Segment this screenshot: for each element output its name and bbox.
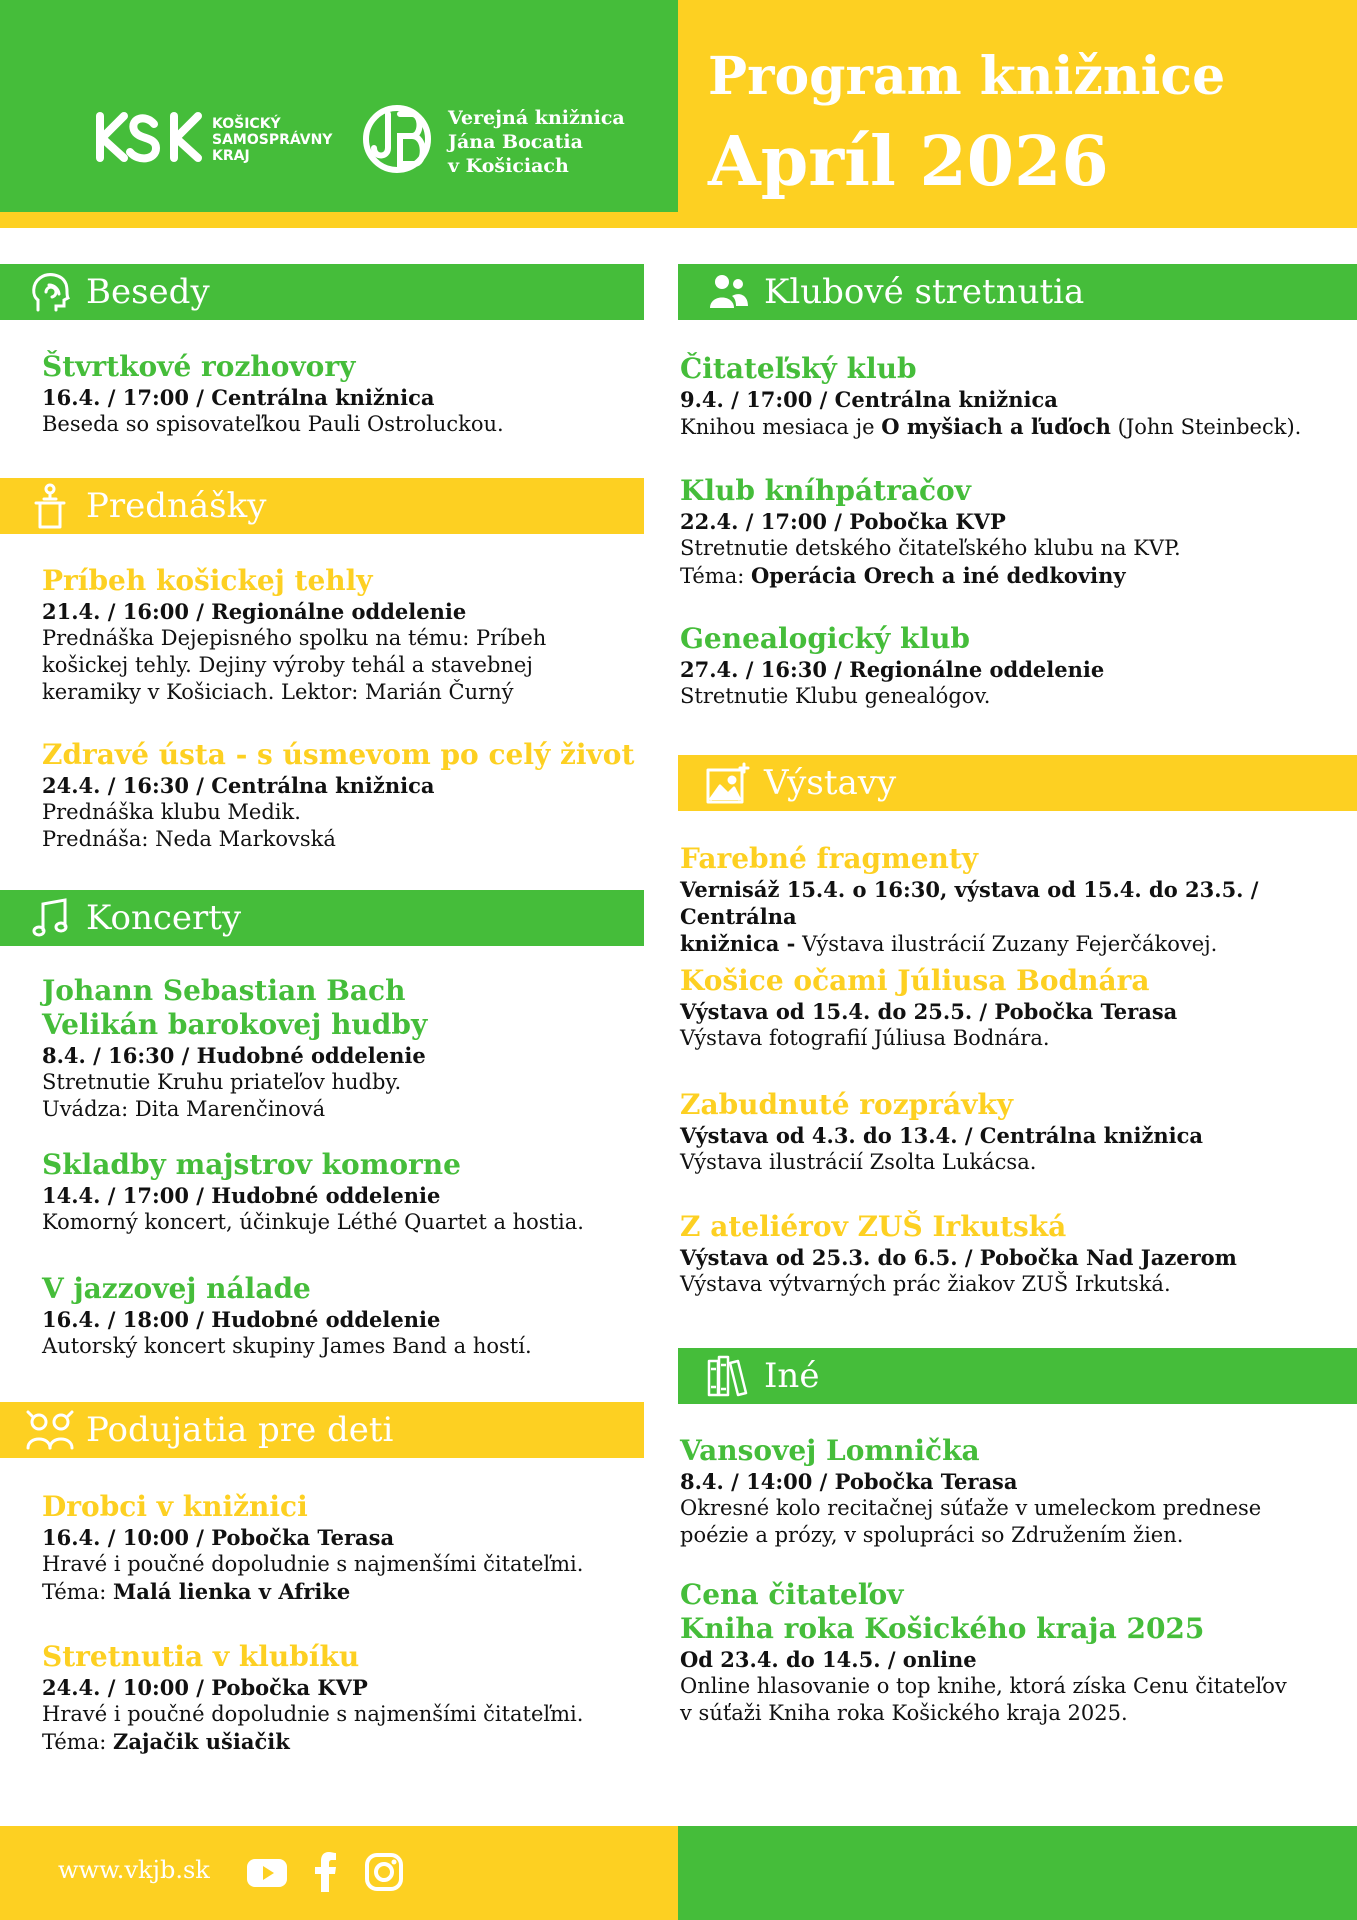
event-title: Z ateliérov ZUŠ Irkutská: [680, 1210, 1067, 1243]
event-stretnutia-v-klubiku: [42, 1640, 662, 1756]
section-bar-besedy: [0, 264, 644, 320]
event-desc-line: v súťaži Kniha roka Košického kraja 2025.: [680, 1701, 1128, 1725]
event-genealogicky-klub: [680, 622, 1340, 710]
section-label-kluby: Klubové stretnutia: [764, 272, 1085, 312]
event-cena-citatelov: [680, 1578, 1340, 1727]
event-stvrtkove-rozhovory: [42, 350, 662, 438]
event-kosice-ocami-bodnara: [680, 964, 1340, 1052]
event-title: Drobci v knižnici: [42, 1490, 308, 1523]
section-label-vystavy: Výstavy: [764, 763, 897, 803]
event-farebne-fragmenty: [680, 842, 1340, 958]
event-jazzova-nalada: [42, 1272, 662, 1360]
event-desc: Stretnutie detského čitateľského klubu na KVP.: [680, 536, 1181, 560]
event-meta: 16.4. / 18:00 / Hudobné oddelenie: [42, 1307, 441, 1332]
ksk-logo-text: KOŠICKÝ SAMOSPRÁVNY KRAJ: [212, 116, 333, 164]
library-logo-icon: [362, 104, 438, 178]
speech-head-icon: [20, 264, 80, 320]
event-meta: 21.4. / 16:00 / Regionálne oddelenie: [42, 599, 467, 624]
event-title: Farebné fragmenty: [680, 842, 979, 875]
event-title: Genealogický klub: [680, 622, 971, 655]
books-icon: [698, 1348, 758, 1404]
event-desc-line: Prednáška Dejepisného spolku na tému: Príbeh: [42, 626, 547, 650]
children-icon: [20, 1402, 80, 1458]
event-citatelsky-klub: [680, 352, 1340, 441]
event-title: Štvrtkové rozhovory: [42, 350, 356, 383]
facebook-icon[interactable]: [314, 1852, 338, 1896]
ksk-logo-icon: [94, 110, 204, 168]
event-desc-line: Stretnutie Kruhu priateľov hudby.: [42, 1070, 402, 1094]
event-meta: 16.4. / 10:00 / Pobočka Terasa: [42, 1525, 395, 1550]
event-drobci-v-kniznici: [42, 1490, 662, 1606]
event-zdrave-usta: [42, 738, 662, 853]
event-desc: Hravé i poučné dopoludnie s najmenšími čitateľmi.: [42, 1552, 584, 1576]
event-desc: Výstava výtvarných prác žiakov ZUŠ Irkutská.: [680, 1272, 1171, 1296]
section-label-koncerty: Koncerty: [86, 898, 242, 938]
section-label-prednasky: Prednášky: [86, 486, 267, 526]
event-desc: Stretnutie Klubu genealógov.: [680, 684, 991, 708]
event-desc: knižnica - Výstava ilustrácií Zuzany Fejerčákovej.: [680, 931, 1218, 956]
section-bar-ine: [678, 1348, 1357, 1404]
section-bar-kluby: [678, 264, 1357, 320]
event-meta: 27.4. / 16:30 / Regionálne oddelenie: [680, 657, 1105, 682]
lectern-icon: [20, 478, 80, 534]
event-title: Vansovej Lomnička: [680, 1434, 980, 1467]
event-title: V jazzovej nálade: [42, 1272, 311, 1305]
event-klub-knihpatracov: [680, 474, 1340, 590]
event-meta: 9.4. / 17:00 / Centrálna knižnica: [680, 387, 1058, 412]
page-subtitle-month: Apríl 2026: [708, 122, 1109, 202]
event-meta: Výstava od 4.3. do 13.4. / Centrálna knižnica: [680, 1123, 1204, 1148]
event-bach: [42, 974, 662, 1123]
event-ateliery-zus: [680, 1210, 1340, 1298]
event-desc: Výstava ilustrácií Zsolta Lukácsa.: [680, 1150, 1037, 1174]
event-title-line: Kniha roka Košického kraja 2025: [680, 1612, 1205, 1645]
event-desc-line: Prednáška klubu Medik.: [42, 800, 301, 824]
event-meta: 8.4. / 14:00 / Pobočka Terasa: [680, 1469, 1018, 1494]
section-label-besedy: Besedy: [86, 272, 210, 312]
event-title-line: Cena čitateľov: [680, 1578, 904, 1611]
event-title: Skladby majstrov komorne: [42, 1148, 461, 1181]
youtube-icon[interactable]: [246, 1852, 288, 1896]
event-desc-line: poézie a prózy, v spolupráci so Združením žien.: [680, 1523, 1184, 1547]
section-label-ine: Iné: [764, 1356, 820, 1396]
event-desc-line: Online hlasovanie o top knihe, ktorá získa Cenu čitateľov: [680, 1674, 1287, 1698]
event-topic: Téma: Zajačik ušiačik: [42, 1729, 290, 1754]
music-note-icon: [20, 890, 80, 946]
event-desc: Hravé i poučné dopoludnie s najmenšími čitateľmi.: [42, 1702, 584, 1726]
event-title: Zabudnuté rozprávky: [680, 1088, 1014, 1121]
event-meta: 16.4. / 17:00 / Centrálna knižnica: [42, 385, 435, 410]
event-title: Čitateľský klub: [680, 352, 917, 385]
event-title-line: Velikán barokovej hudby: [42, 1008, 428, 1041]
event-zabudnute-rozpravky: [680, 1088, 1340, 1176]
section-bar-deti: [0, 1402, 644, 1458]
event-topic: Téma: Malá lienka v Afrike: [42, 1579, 351, 1604]
event-desc: Komorný koncert, účinkuje Léthé Quartet a hostia.: [42, 1210, 584, 1234]
section-bar-vystavy: [678, 755, 1357, 811]
event-desc: Beseda so spisovateľkou Pauli Ostroluckou.: [42, 412, 504, 436]
event-desc-line: Uvádza: Dita Marenčinová: [42, 1097, 326, 1121]
event-desc-line: keramiky v Košiciach. Lektor: Marián Čurný: [42, 680, 514, 704]
instagram-icon[interactable]: [364, 1852, 404, 1896]
event-meta: 22.4. / 17:00 / Pobočka KVP: [680, 509, 1006, 534]
event-pribeh-kosickej-tehly: [42, 564, 662, 706]
section-bar-prednasky: [0, 478, 644, 534]
event-desc-line: košickej tehly. Dejiny výroby tehál a stavebnej: [42, 653, 533, 677]
event-title: Príbeh košickej tehly: [42, 564, 373, 597]
event-meta: 14.4. / 17:00 / Hudobné oddelenie: [42, 1183, 441, 1208]
library-logo-text: Verejná knižnica Jána Bocatia v Košiciach: [448, 107, 625, 177]
section-bar-koncerty: [0, 890, 644, 946]
footer-green-panel: [678, 1826, 1357, 1920]
website-link[interactable]: www.vkjb.sk: [58, 1856, 210, 1884]
event-desc: Výstava fotografií Júliusa Bodnára.: [680, 1026, 1050, 1050]
event-meta: 24.4. / 10:00 / Pobočka KVP: [42, 1675, 368, 1700]
people-icon: [698, 264, 758, 320]
section-label-deti: Podujatia pre deti: [86, 1410, 394, 1450]
event-meta: 24.4. / 16:30 / Centrálna knižnica: [42, 773, 435, 798]
event-title: Zdravé ústa - s úsmevom po celý život: [42, 738, 635, 771]
event-desc: Knihou mesiaca je O myšiach a ľuďoch (John Steinbeck).: [680, 414, 1302, 439]
event-vansovej-lomnicka: [680, 1434, 1340, 1549]
event-topic: Téma: Operácia Orech a iné dedkoviny: [680, 563, 1126, 588]
event-meta: Výstava od 25.3. do 6.5. / Pobočka Nad Jazerom: [680, 1245, 1237, 1270]
event-meta: 8.4. / 16:30 / Hudobné oddelenie: [42, 1043, 426, 1068]
event-meta: Od 23.4. do 14.5. / online: [680, 1647, 977, 1672]
event-title: Klub kníhpátračov: [680, 474, 971, 507]
event-skladby-majstrov: [42, 1148, 662, 1236]
page-title: Program knižnice: [708, 46, 1226, 107]
header-divider: [0, 212, 1357, 228]
picture-icon: [698, 755, 758, 811]
event-desc-line: Prednáša: Neda Markovská: [42, 827, 336, 851]
event-title: Stretnutia v klubíku: [42, 1640, 360, 1673]
event-title: Košice očami Júliusa Bodnára: [680, 964, 1150, 997]
event-meta: Vernisáž 15.4. o 16:30, výstava od 15.4. do 23.5. / Centrálna: [680, 877, 1259, 929]
event-desc: Autorský koncert skupiny James Band a hostí.: [42, 1334, 532, 1358]
event-title-line: Johann Sebastian Bach: [42, 974, 406, 1007]
event-desc-line: Okresné kolo recitačnej súťaže v umeleckom prednese: [680, 1496, 1262, 1520]
event-meta: Výstava od 15.4. do 25.5. / Pobočka Terasa: [680, 999, 1178, 1024]
